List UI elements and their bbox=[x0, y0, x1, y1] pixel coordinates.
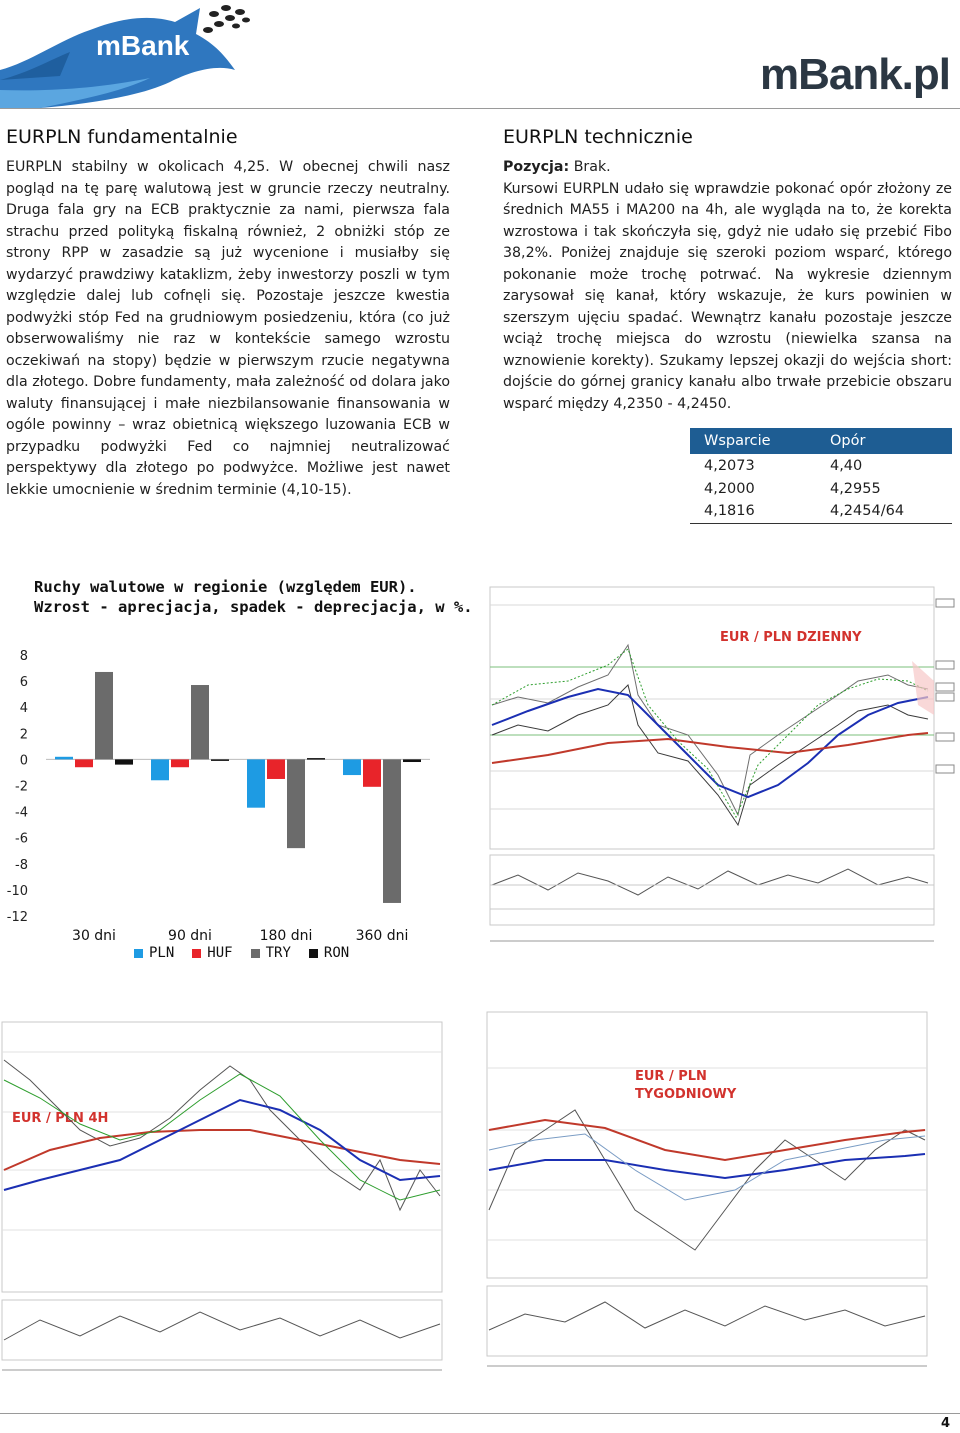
position-label: Pozycja: bbox=[503, 159, 570, 175]
support-value: 4,1816 bbox=[690, 500, 816, 523]
support-value: 4,2073 bbox=[704, 457, 755, 474]
bar-pln bbox=[247, 759, 265, 807]
bar-huf bbox=[363, 759, 381, 786]
x-category-label: 30 dni bbox=[72, 928, 116, 944]
y-tick-label: 8 bbox=[19, 649, 28, 664]
daily-chart-label: EUR / PLN DZIENNY bbox=[720, 630, 862, 645]
position-value: Brak. bbox=[573, 159, 611, 175]
resistance-value: 4,40 bbox=[829, 457, 863, 474]
bar-ron bbox=[115, 759, 133, 764]
site-brand: mBank.pl bbox=[759, 50, 950, 99]
technical-text: Kursowi EURPLN udało się wprawdzie pokonać opór złożony ze średnich MA55 i MA200 na 4h, ale wygląda na to, że korekta wzrostowa i tak skończyła się, gdyż nie udało się przebić Fibo 38,2%. Poniżej znajduje się szeroki poziom wsparć, którego pokonanie może trochę potrwać. Na wykresie dziennym zarysował się kanał, który wskazuje, że kurs powinien w szerszym ujęciu spadać. Wewnątrz kanału pozostaje jeszcze wciąż trochę miejsca do wzrostu (niewielka szansa na wznowienie korekty). Szukamy lepszej okazji do wejścia short: dojście do górnej granicy kanału albo trwałe przebicie obszaru wsparć między 4,2350 - 4,2450. bbox=[503, 180, 952, 412]
logo-text: mBank bbox=[96, 30, 190, 61]
bar-ron bbox=[307, 758, 325, 760]
legend-swatch bbox=[251, 949, 260, 958]
technical-heading: EURPLN technicznie bbox=[503, 126, 693, 148]
y-tick-label: -2 bbox=[15, 779, 28, 795]
resistance-value: 4,2454/64 bbox=[816, 500, 952, 523]
y-tick-label: -12 bbox=[6, 910, 28, 925]
page-number: 4 bbox=[940, 1416, 950, 1431]
table-row bbox=[690, 500, 952, 523]
fundamental-heading: EURPLN fundamentalnie bbox=[6, 126, 238, 148]
chart-title-line-1: Ruchy walutowe w regionie (względem EUR). bbox=[34, 578, 417, 596]
legend-swatch bbox=[309, 949, 318, 958]
eurpln-daily-chart bbox=[488, 585, 956, 977]
y-tick-label: 2 bbox=[19, 727, 28, 743]
bar-huf bbox=[171, 759, 189, 767]
y-tick-label: 6 bbox=[19, 675, 28, 691]
bar-huf bbox=[267, 759, 285, 779]
legend-item-ron bbox=[309, 945, 349, 961]
legend-label: HUF bbox=[207, 945, 233, 961]
levels-table bbox=[690, 428, 952, 524]
bar-pln bbox=[55, 757, 73, 760]
y-tick-label: -10 bbox=[6, 883, 28, 899]
chart-title bbox=[34, 577, 473, 617]
currency-bar-chart bbox=[0, 640, 440, 945]
legend-item-try bbox=[251, 945, 291, 961]
bar-pln bbox=[151, 759, 169, 780]
bar-ron bbox=[403, 759, 421, 762]
chart-title-line-2: Wzrost - aprecjacja, spadek - deprecjacja, w %. bbox=[34, 598, 473, 616]
legend-swatch bbox=[192, 949, 201, 958]
table-row bbox=[690, 477, 952, 500]
footer-divider bbox=[0, 1413, 960, 1414]
x-category-label: 180 dni bbox=[259, 928, 313, 944]
x-category-label: 90 dni bbox=[168, 928, 212, 944]
eurpln-4h-chart bbox=[0, 1020, 470, 1400]
legend-label: RON bbox=[323, 945, 350, 961]
y-tick-label: -4 bbox=[15, 805, 28, 821]
chart-legend bbox=[134, 945, 349, 961]
x-category-label: 360 dni bbox=[355, 928, 409, 944]
y-tick-label: -8 bbox=[15, 857, 28, 873]
legend-item-huf bbox=[192, 945, 232, 961]
fundamental-body: EURPLN stabilny w okolicach 4,25. W obecnej chwili nasz pogląd na tę parę walutową jest w gruncie rzeczy neutralny. Druga fala gry na ECB praktycznie za nami, pierwsza fala strachu przed polityką fiskalną również, 2 obniżki stóp ze strony RPP w zasadzie są już wycenione i musiałby się wydarzyć prawdziwy kataklizm, żeby inwestorzy poszli w tym względzie dalej lub cofnęli się. Pozostaje jeszcze kwestia podwyżki stóp Fed na grudniowym posiedzeniu, która (co już obserwowaliśmy nie raz w kontekście samego wzrostu oczekiwań na stopy) będzie w pierwszym rzucie negatywna dla złotego. Dobre fundamenty, mała zależność od dolara jako waluty finansującej i małe niezbilansowanie finansowania w ogóle powinny – wraz obietnicą większego luzowania ECB w przypadku podwyżki Fed co najmniej neutralizować perspektywy dla złotego po podwyżce. Możliwe jest nawet lekkie umocnienie w średnim terminie (4,10-15). bbox=[6, 159, 450, 498]
legend-label: PLN bbox=[149, 945, 175, 961]
legend-swatch bbox=[134, 949, 143, 958]
bar-try bbox=[95, 672, 113, 759]
resistance-value: 4,2955 bbox=[829, 480, 881, 497]
eurpln-weekly-chart bbox=[485, 1010, 955, 1400]
support-value: 4,2000 bbox=[704, 480, 755, 497]
y-tick-label: 4 bbox=[19, 701, 28, 717]
bar-pln bbox=[343, 759, 361, 775]
technical-body bbox=[503, 157, 952, 415]
legend-label: TRY bbox=[265, 945, 291, 961]
y-tick-label: 0 bbox=[19, 753, 28, 769]
bar-try bbox=[383, 759, 401, 903]
table-row bbox=[690, 454, 952, 477]
resistance-header: Opór bbox=[816, 428, 952, 454]
h4-chart-label: EUR / PLN 4H bbox=[12, 1111, 109, 1126]
bar-try bbox=[191, 685, 209, 759]
legend-item-pln bbox=[134, 945, 174, 961]
weekly-chart-label-1: EUR / PLN bbox=[635, 1069, 707, 1084]
weekly-chart-label-2: TYGODNIOWY bbox=[635, 1087, 737, 1102]
support-header: Wsparcie bbox=[690, 428, 816, 454]
bar-huf bbox=[75, 759, 93, 767]
y-tick-label: -6 bbox=[15, 831, 28, 847]
bar-try bbox=[287, 759, 305, 848]
bar-ron bbox=[211, 759, 229, 761]
header-divider bbox=[0, 108, 960, 109]
